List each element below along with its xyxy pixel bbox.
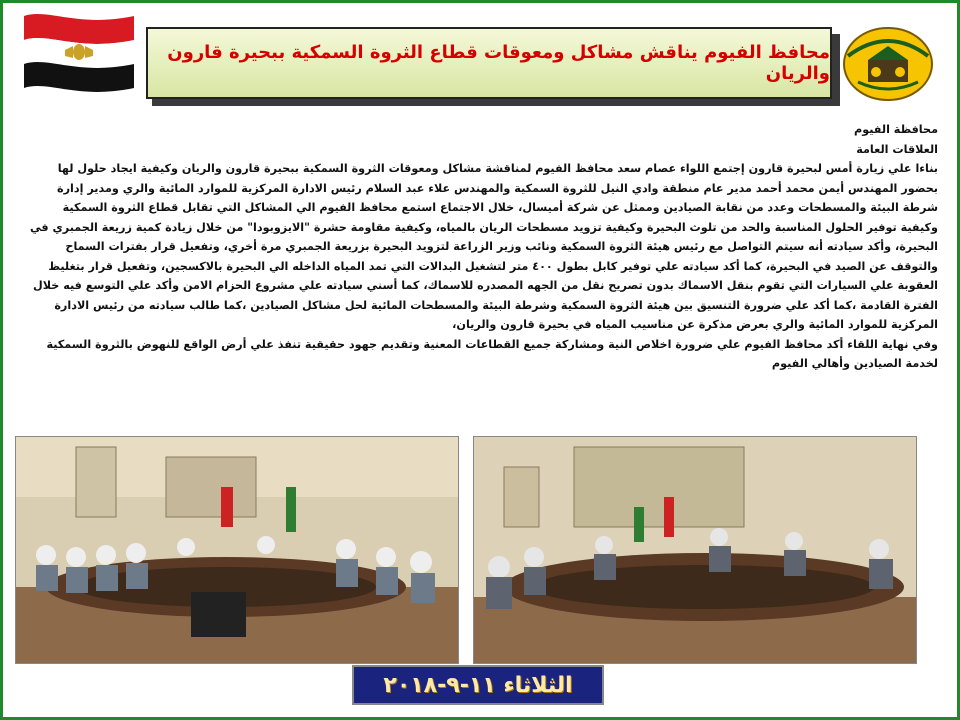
meeting-photo-left [15,436,459,664]
title-banner [146,27,832,99]
meeting-photo-right [473,436,917,664]
page-title: محافظ الفيوم يناقش مشاكل ومعوقات قطاع الثروة السمكية ببحيرة قارون والريان [167,42,830,84]
department-line: العلاقات العامة [856,142,938,156]
date-label: الثلاثاء ١١-٩-٢٠١٨ [383,672,573,698]
article-paragraph-2: وفي نهاية اللقاء أكد محافظ الفيوم علي ضرورة اخلاص النية ومشاركة جميع القطاعات المعنية وتقديم جهود حقيقية تنفذ علي أرض الواقع للنهوض بالثروة السمكية لخدمة الصيادين وأهالي الفيوم [46,337,938,370]
fayoum-governorate-logo [838,16,938,102]
egypt-flag-icon [18,6,140,98]
source-line: محافظة الفيوم [854,123,938,136]
date-banner [352,665,604,705]
article-paragraph-1: بناءا علي زيارة أمس لبحيرة قارون إجتمع اللواء عصام سعد محافظ الفيوم لمناقشة مشاكل ومعوقات الثروة السمكية ببحيرة قارون والريان وكيفية ايجاد حلول لها بحضور المهندس أيمن محمد أحمد مدير عام منطقة وادي النيل للثروة السمكية والمهندس علاء عبد السلام رئيس الادارة المركزية للموارد المائية والري ومدير إدارة شرطة البيئة والمسطحات وعدد من نقابة الصيادين وممثل عن شركة أميسال، خلال الاجتماع استمع محافظ الفيوم الي المشاكل التي تقابل قطاع الثروة السمكية وكيفية توفير الحلول المناسبة والحد من تلوث البحيرة وكيفية تزويد مسطحات الريان بالمياه، وكيفية مقاومة حشرة "الايزوبودا" من خلال زيادة كمية زريعة الجمبري في البحيرة، وأكد سيادته أنه سيتم التواصل مع رئيس هيئة الثروة السمكية ونائب وزير الزراعة لتزويد البحيرة بزريعة الجمبري مرة أخري، وتفعيل قرار بفترات السماح والتوقف عن الصيد في البحيرة، كما أكد سيادته علي توفير كابل بطول ٤٠٠ متر لتشغيل البدالات التي تمد المياه الداخله الي البحيرة بالاكسجين، وتفعيل قرار بتغليظ العقوبة علي السيارات التي تقوم بنقل الاسماك بدون تصريح نقل من الجهه المصدره للاسماك، كما أسني سيادته علي مشروع الحزام الامن وأكد علي التوسع فيه خلال الفترة القادمة ،كما أكد علي ضرورة التنسيق بين هيئة الثروة السمكية وشرطة البيئة والمسطحات المائية لحل مشاكل الصيادين ،كما طالب سيادته من رئيس الادارة المركزية للموارد المائية والري بعرض مذكرة عن مناسيب المياه في بحيرة قارون والريان، [29,162,938,331]
article-body [24,120,938,418]
